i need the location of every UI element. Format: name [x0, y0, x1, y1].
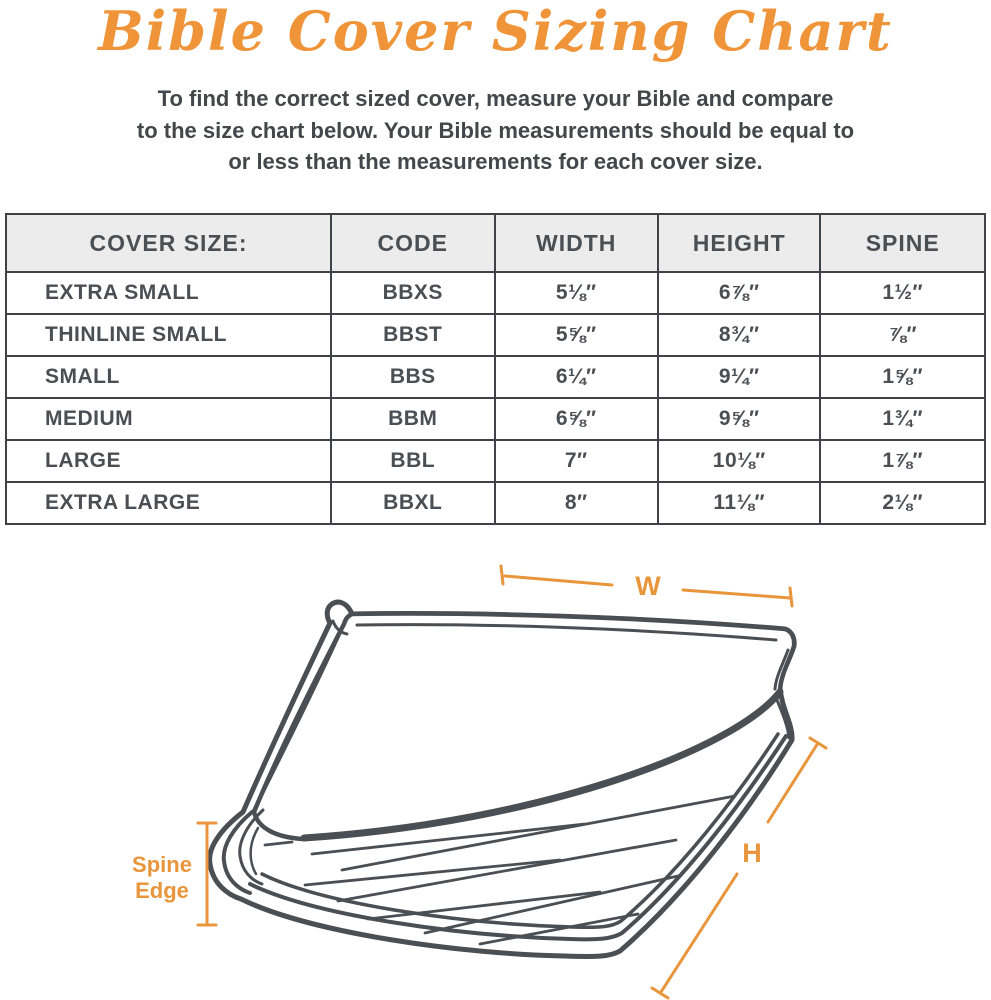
table-cell: 6⅞″: [658, 272, 821, 314]
table-cell: LARGE: [6, 440, 331, 482]
table-cell: 1½″: [820, 272, 985, 314]
table-cell: 6⅝″: [495, 398, 658, 440]
header-height: HEIGHT: [658, 214, 821, 272]
table-cell: 6¼″: [495, 356, 658, 398]
table-cell: 5⅛″: [495, 272, 658, 314]
size-table-head: [6, 214, 985, 272]
height-label: H: [742, 838, 762, 868]
size-table-body: [6, 272, 985, 524]
table-row: [6, 314, 985, 356]
intro-paragraph: [0, 83, 991, 178]
table-row: [6, 482, 985, 524]
table-cell: ⅞″: [820, 314, 985, 356]
intro-line: to the size chart below. Your Bible measurements should be equal to: [136, 117, 855, 143]
width-measure-cap: [790, 588, 792, 606]
intro-line: or less than the measurements for each cover size.: [228, 149, 763, 174]
page-title: Bible Cover Sizing Chart: [98, 0, 893, 63]
table-row: [6, 272, 985, 314]
header-cover-size: COVER SIZE:: [6, 214, 331, 272]
table-cell: BBM: [331, 398, 494, 440]
header-code: CODE: [331, 214, 494, 272]
table-cell: 1⅝″: [820, 356, 985, 398]
width-label: W: [635, 571, 661, 601]
table-row: [6, 398, 985, 440]
table-cell: 1¾″: [820, 398, 985, 440]
book-illustration: [210, 602, 795, 956]
width-measure-cap: [501, 566, 503, 584]
table-cell: EXTRA LARGE: [6, 482, 331, 524]
header-spine: SPINE: [820, 214, 985, 272]
table-row: [6, 440, 985, 482]
table-cell: BBST: [331, 314, 494, 356]
table-cell: BBS: [331, 356, 494, 398]
table-cell: 8″: [495, 482, 658, 524]
spine-edge-label-line2: Edge: [135, 878, 189, 903]
table-cell: MEDIUM: [6, 398, 331, 440]
width-measure-line: [505, 576, 612, 585]
table-cell: 8¾″: [658, 314, 821, 356]
table-cell: EXTRA SMALL: [6, 272, 331, 314]
book-measurement-diagram: [0, 540, 991, 1000]
table-cell: 9⅝″: [658, 398, 821, 440]
table-cell: 2⅛″: [820, 482, 985, 524]
table-cell: THINLINE SMALL: [6, 314, 331, 356]
table-cell: SMALL: [6, 356, 331, 398]
table-cell: BBXL: [331, 482, 494, 524]
spine-edge-label-line1: Spine: [132, 852, 192, 877]
width-measure-line: [683, 590, 790, 598]
height-measure-cap: [652, 988, 668, 998]
table-cell: 10⅛″: [658, 440, 821, 482]
table-cell: 11⅛″: [658, 482, 821, 524]
table-cell: BBL: [331, 440, 494, 482]
table-row: [6, 356, 985, 398]
size-table: [5, 213, 986, 525]
table-cell: 5⅝″: [495, 314, 658, 356]
table-cell: BBXS: [331, 272, 494, 314]
table-cell: 1⅞″: [820, 440, 985, 482]
intro-line: To find the correct sized cover, measure your Bible and compare: [157, 86, 834, 111]
header-row: [6, 214, 985, 272]
header-width: WIDTH: [495, 214, 658, 272]
table-cell: 9¼″: [658, 356, 821, 398]
table-cell: 7″: [495, 440, 658, 482]
